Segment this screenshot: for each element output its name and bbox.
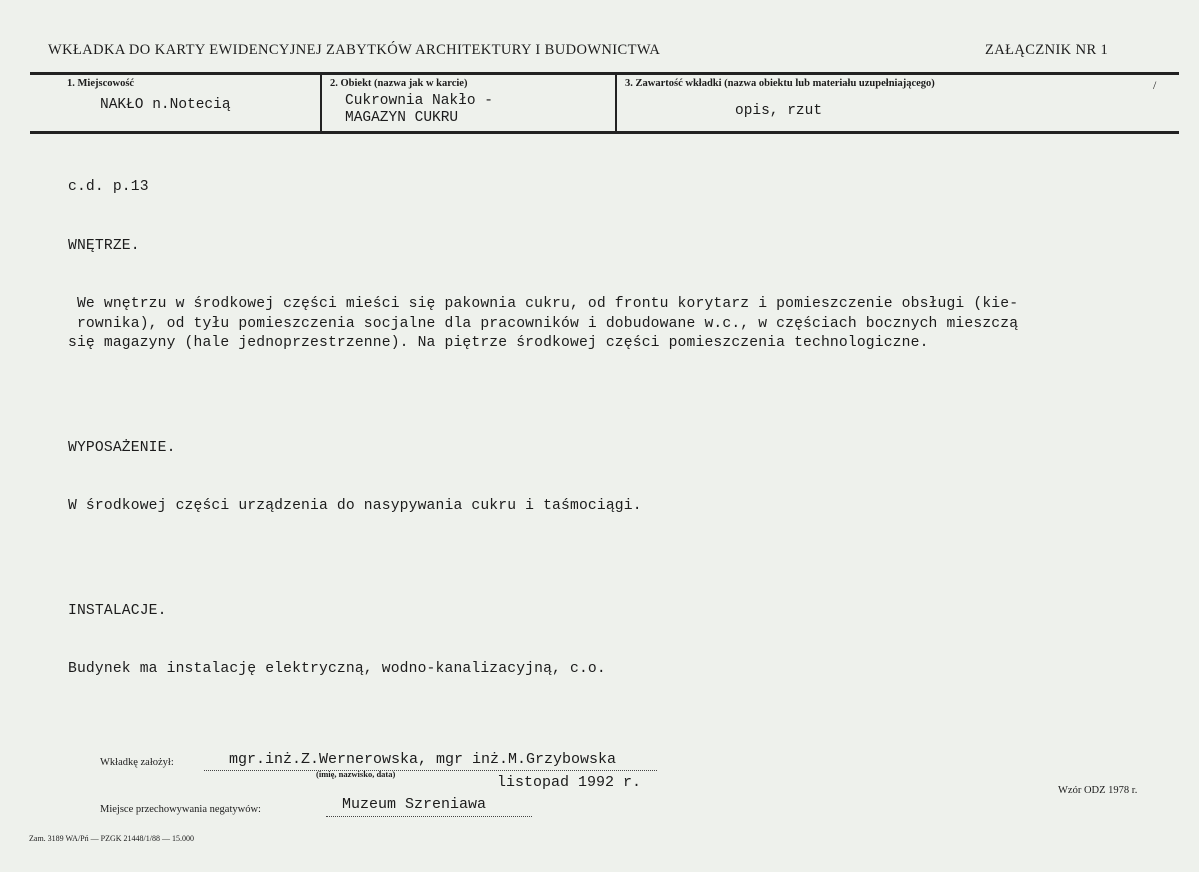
place-value: NAKŁO n.Notecią: [100, 97, 231, 113]
interior-heading: WNĘTRZE.: [68, 237, 140, 254]
place-label: 1. Miejscowość: [67, 78, 135, 89]
table-top-border: [30, 72, 1179, 75]
installations-heading: INSTALACJE.: [68, 602, 167, 619]
continuation-note: c.d. p.13: [68, 179, 149, 195]
interior-paragraph: We wnętrzu w środkowej części mieści się pakownia cukru, od frontu korytarz i pomieszczenie obsługi (kie- rownika), od tyłu pomieszczenia socjalne dla pracowników i dobudowane w.c., w częściach bocznych mieszczą się magazyny (hale jednoprzestrzenne). Na piętrze środkowej części pomieszczenia technologiczne.: [68, 296, 1019, 351]
print-order-info: Zam. 3189 WA/Pń — PZGK 21448/1/88 — 15.000: [29, 834, 194, 843]
object-label: 2. Obiekt (nazwa jak w karcie): [330, 78, 468, 89]
form-template-note: Wzór ODZ 1978 r.: [1058, 785, 1138, 796]
content-value: opis, rzut: [735, 103, 823, 119]
column-divider-2: [615, 74, 617, 131]
description-body: [68, 139, 1168, 719]
name-date-caption: (imię, nazwisko, data): [316, 769, 396, 779]
created-by-underline: [204, 770, 657, 771]
form-title: WKŁADKA DO KARTY EWIDENCYJNEJ ZABYTKÓW ARCHITEKTURY I BUDOWNICTWA: [48, 42, 661, 58]
object-value: Cukrownia Nakło - MAGAZYN CUKRU: [345, 93, 493, 126]
created-by-label: Wkładkę założył:: [100, 757, 174, 768]
negatives-location-label: Miejsce przechowywania negatywów:: [100, 804, 261, 815]
equipment-heading: WYPOSAŻENIE.: [68, 439, 176, 456]
column-divider-1: [320, 74, 322, 131]
content-label: 3. Zawartość wkładki (nazwa obiektu lub materiału uzupełniającego): [625, 78, 935, 89]
installations-paragraph: Budynek ma instalację elektryczną, wodno-kanalizacyjną, c.o.: [68, 661, 606, 677]
negatives-location-value: Muzeum Szreniawa: [342, 796, 487, 813]
margin-tick-mark: /: [1153, 78, 1157, 92]
equipment-paragraph: W środkowej części urządzenia do nasypywania cukru i taśmociągi.: [68, 498, 642, 514]
negatives-location-underline: [326, 816, 532, 817]
appendix-number: ZAŁĄCZNIK NR 1: [985, 42, 1109, 58]
created-by-value: mgr.inż.Z.Wernerowska, mgr inż.M.Grzybowska: [229, 751, 617, 768]
table-bottom-border: [30, 131, 1179, 134]
created-date: listopad 1992 r.: [497, 774, 642, 791]
